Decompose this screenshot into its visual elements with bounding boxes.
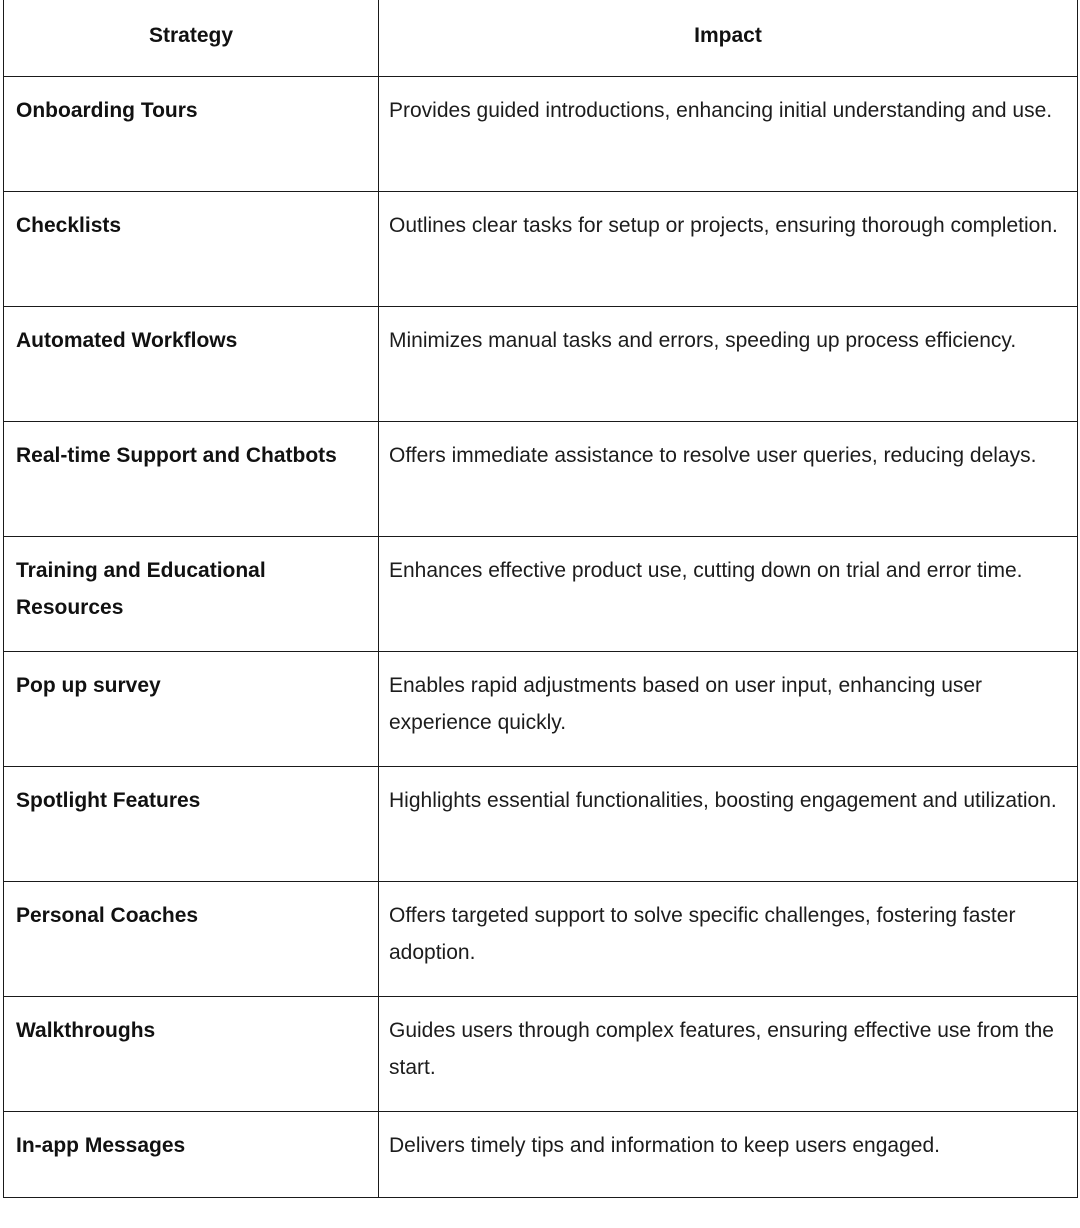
strategy-cell: Onboarding Tours [4,77,379,192]
table-row [4,1112,1078,1198]
impact-cell: Guides users through complex features, ensuring effective use from the start. [379,997,1078,1112]
strategy-cell: Real-time Support and Chatbots [4,422,379,537]
table-row [4,882,1078,997]
table-row [4,652,1078,767]
table-row [4,192,1078,307]
strategy-cell: Automated Workflows [4,307,379,422]
strategy-cell: Pop up survey [4,652,379,767]
strategy-cell: Walkthroughs [4,997,379,1112]
table-row [4,77,1078,192]
impact-cell: Minimizes manual tasks and errors, speeding up process efficiency. [379,307,1078,422]
strategy-cell: In-app Messages [4,1112,379,1198]
table-row [4,422,1078,537]
table-row [4,997,1078,1112]
table-header-row [4,0,1078,77]
table-row [4,537,1078,652]
impact-cell: Provides guided introductions, enhancing initial understanding and use. [379,77,1078,192]
table-row [4,767,1078,882]
strategy-cell: Spotlight Features [4,767,379,882]
strategy-impact-table [3,0,1078,1198]
header-impact: Impact [379,0,1078,77]
strategy-cell: Personal Coaches [4,882,379,997]
impact-cell: Delivers timely tips and information to keep users engaged. [379,1112,1078,1198]
strategy-cell: Checklists [4,192,379,307]
impact-cell: Outlines clear tasks for setup or projects, ensuring thorough completion. [379,192,1078,307]
table-row [4,307,1078,422]
strategy-cell: Training and Educational Resources [4,537,379,652]
impact-cell: Offers immediate assistance to resolve user queries, reducing delays. [379,422,1078,537]
header-strategy: Strategy [4,0,379,77]
impact-cell: Offers targeted support to solve specific challenges, fostering faster adoption. [379,882,1078,997]
impact-cell: Highlights essential functionalities, boosting engagement and utilization. [379,767,1078,882]
impact-cell: Enhances effective product use, cutting down on trial and error time. [379,537,1078,652]
impact-cell: Enables rapid adjustments based on user input, enhancing user experience quickly. [379,652,1078,767]
